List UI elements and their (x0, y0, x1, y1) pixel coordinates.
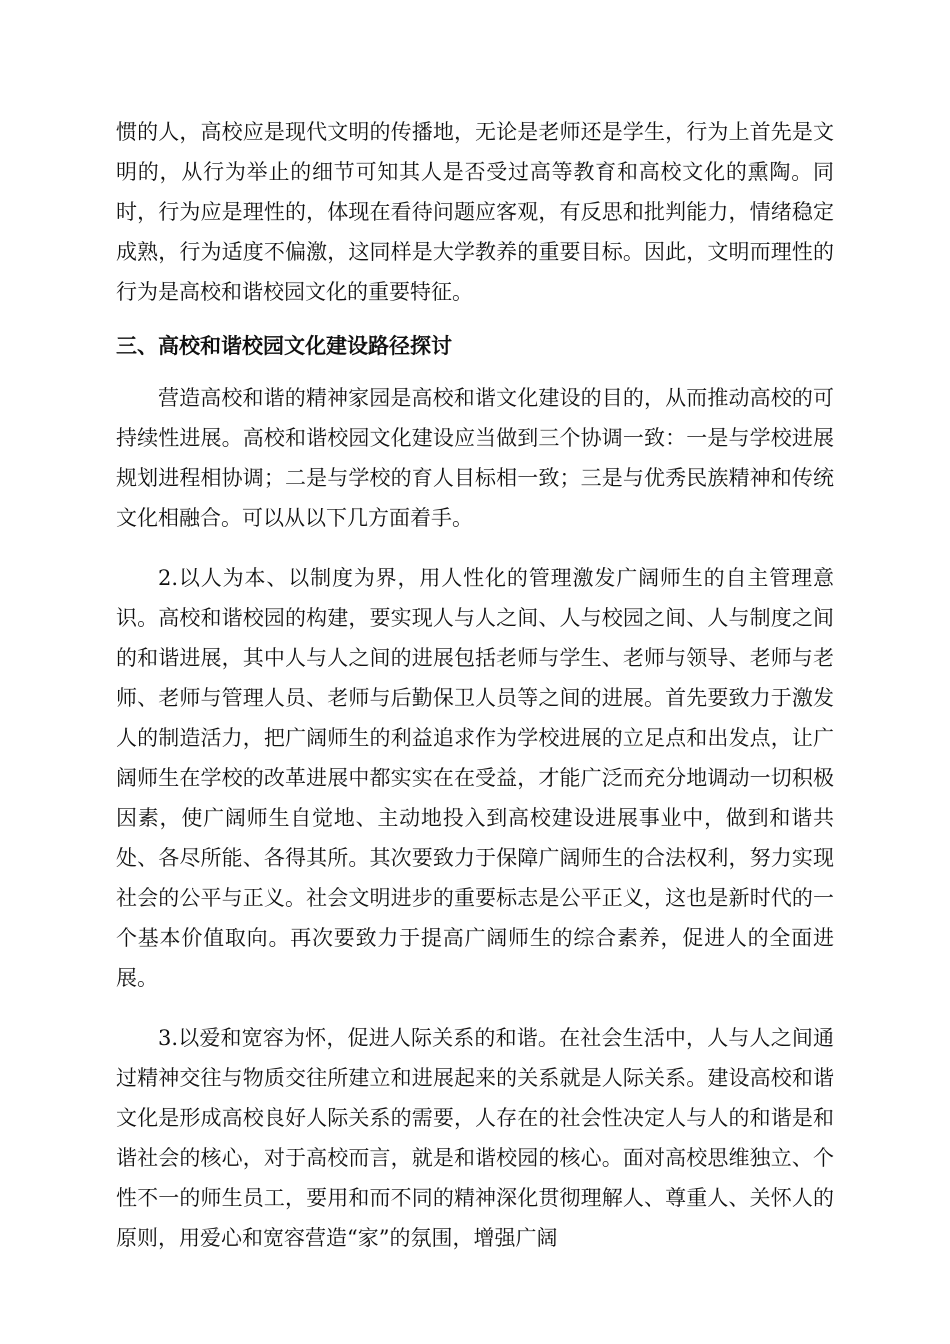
spacer (116, 998, 834, 1018)
paragraph-item-3: 3.以爱和宽容为怀，促进人际关系的和谐。在社会生活中，人与人之间通过精神交往与物质交往所建立和进展起来的关系就是人际关系。建设高校和谐文化是形成高校良好人际关系的需要，人存在的社会性决定人与人的和谐是和谐社会的核心，对于高校而言，就是和谐校园的核心。面对高校思维独立、个性不一的师生员工，要用和而不同的精神深化贯彻理解人、尊重人、关怀人的原则，用爱心和宽容营造“家”的氛围，增强广阔 (116, 1026, 834, 1250)
paragraph-item-2: 2.以人为本、以制度为界，用人性化的管理激发广阔师生的自主管理意识。高校和谐校园的构建，要实现人与人之间、人与校园之间、人与制度之间的和谐进展，其中人与人之间的进展包括老师与学生、老师与领导、老师与老师、老师与管理人员、老师与后勤保卫人员等之间的进展。首先要致力于激发人的制造活力，把广阔师生的利益追求作为学校进展的立足点和出发点，让广阔师生在学校的改革进展中都实实在在受益，才能广泛而充分地调动一切积极因素，使广阔师生自觉地、主动地投入到高校建设进展事业中，做到和谐共处、各尽所能、各得其所。其次要致力于保障广阔师生的合法权利，努力实现社会的公平与正义。社会文明进步的重要标志是公平正义，这也是新时代的一个基本价值取向。再次要致力于提高广阔师生的综合素养，促进人的全面进展。 (116, 566, 834, 990)
paragraph-intro: 营造高校和谐的精神家园是高校和谐文化建设的目的，从而推动高校的可持续性进展。高校和谐校园文化建设应当做到三个协调一致：一是与学校进展规划进程相协调；二是与学校的育人目标相一致；三是与优秀民族精神和传统文化相融合。可以从以下几方面着手。 (116, 386, 834, 530)
section-heading: 三、高校和谐校园文化建设路径探讨 (116, 334, 452, 358)
document-page (116, 112, 834, 1258)
spacer (116, 538, 834, 558)
spacer (116, 366, 834, 378)
spacer (116, 312, 834, 326)
paragraph-continued: 惯的人，高校应是现代文明的传播地，无论是老师还是学生，行为上首先是文明的，从行为举止的细节可知其人是否受过高等教育和高校文化的熏陶。同时，行为应是理性的，体现在看待问题应客观，有反思和批判能力，情绪稳定成熟，行为适度不偏激，这同样是大学教养的重要目标。因此，文明而理性的行为是高校和谐校园文化的重要特征。 (116, 120, 834, 304)
